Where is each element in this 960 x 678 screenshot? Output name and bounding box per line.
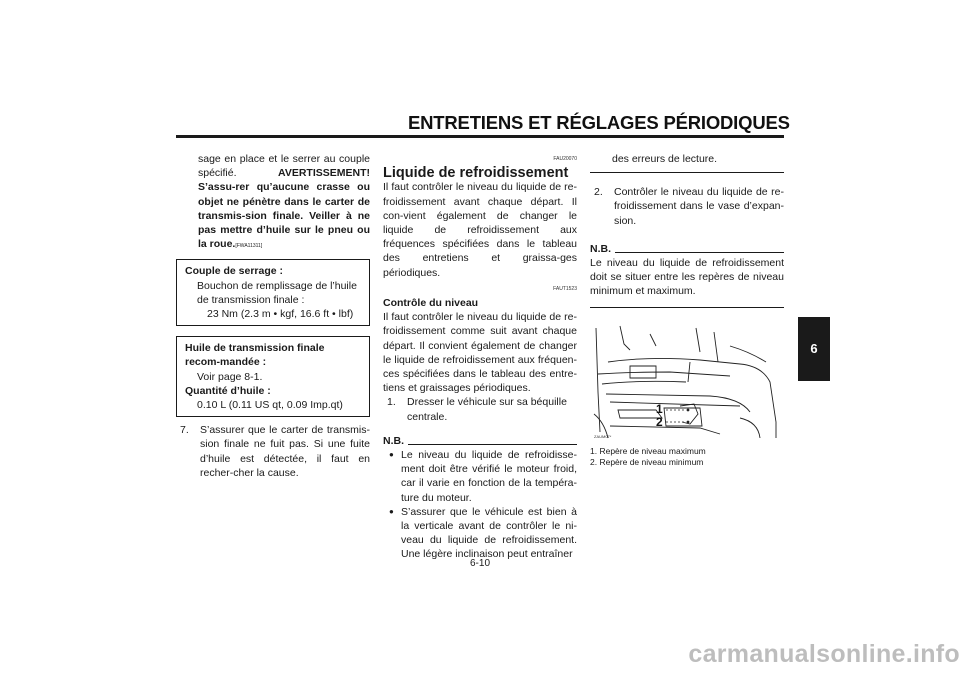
- warning-code: [FWA11311]: [235, 243, 263, 250]
- caption-2: 2. Repère de niveau minimum: [590, 456, 704, 467]
- page-title: ENTRETIENS ET RÉGLAGES PÉRIODIQUES: [408, 112, 790, 133]
- torque-title: Couple de serrage :: [185, 265, 284, 278]
- max-level-mark: [687, 409, 690, 412]
- section-rule: [590, 172, 784, 173]
- coolant-reservoir-illustration: [590, 322, 786, 442]
- continued-text: des erreurs de lecture.: [612, 153, 718, 165]
- figure-caption: [590, 446, 784, 467]
- paragraph: Il faut contrôler le niveau du liquide de re-froidissement comme suit avant chaque départ. Il convient également de changer le liquide de refroidissement aux fréquen-ces spécifiées dans le tableau des entre-tiens et graissages périodiques.: [383, 311, 577, 395]
- paragraph: Il faut contrôler le niveau du liquide de re-froidissement avant chaque départ. Il con-vient également de changer le liquide de refroidissement aux fréquences spécifiées dans le tableau des entretiens et graissa-ges périodiques.: [383, 181, 577, 279]
- column-2: [383, 152, 577, 562]
- nb-header: [590, 242, 784, 256]
- page-number: 6-10: [469, 558, 490, 569]
- bullet-item: ● Le niveau du liquide de refroidisse-ment doit être vérifié le moteur froid, car il varie en fonction de la tempéra-ture du moteur.: [389, 449, 577, 504]
- min-level-mark: [687, 421, 690, 424]
- nb-label: N.B.: [590, 242, 611, 255]
- nb-rule: [615, 252, 784, 253]
- section-tab[interactable]: 6: [798, 317, 830, 381]
- oil-quantity-value: 0.10 L (0.11 US qt, 0.09 Imp.qt): [197, 399, 343, 412]
- nb-label: N.B.: [383, 434, 404, 447]
- oil-quantity-label: Quantité d’huile :: [185, 384, 271, 397]
- step-1: 1. Dresser le véhicule sur sa béquille centrale.: [387, 396, 567, 423]
- title-rule: [176, 135, 784, 138]
- nb-text: Le niveau du liquide de refroidissement doit se situer entre les repères de niveau minimum et maximum.: [590, 257, 784, 298]
- caption-1: 1. Repère de niveau maximum: [590, 446, 706, 456]
- subheading: Contrôle du niveau: [383, 297, 479, 310]
- intro-paragraph: sage en place et le serrer au couple spécifié. AVERTISSEMENT! S’assu-rer qu’aucune crasse ou objet ne pénètre dans le carter de transmis-sion finale. Veiller à ne pas mettre d’huile sur le pneu ou la roue.[FWA11311]: [198, 153, 370, 251]
- column-3: [590, 152, 784, 308]
- figure-code: ZAUM07*: [594, 434, 612, 439]
- nb-rule: [408, 444, 577, 445]
- torque-value: 23 Nm (2.3 m • kgf, 16.6 ft • lbf): [207, 308, 354, 321]
- oil-reference: Voir page 8-1.: [197, 370, 263, 383]
- nb-header: [383, 434, 577, 448]
- oil-title: Huile de transmission finale recom-mandée :: [185, 342, 325, 369]
- bullet-icon: ●: [389, 450, 394, 460]
- section-rule: [590, 307, 784, 308]
- watermark: carmanualsonline.info: [688, 640, 960, 668]
- bullet-icon: ●: [389, 506, 394, 516]
- warning-text: AVERTISSEMENT! S’assu-rer qu’aucune crasse ou objet ne pénètre dans le carter de transmis-sion finale. Veiller à ne pas mettre d’huile sur le pneu ou la roue.: [198, 167, 370, 251]
- step-7: 7. S’assurer que le carter de transmis-sion finale ne fuit pas. Si une fuite d’huile est détectée, il faut en recher-cher la cause.: [180, 424, 370, 479]
- step-2: 2. Contrôler le niveau du liquide de re-froidissement dans le vase d’expan-sion.: [594, 186, 784, 227]
- torque-description: Bouchon de remplissage de l’huile de transmission finale :: [197, 279, 357, 306]
- ref-code: FAUT1523: [553, 285, 577, 292]
- callout-1: 1: [656, 402, 663, 416]
- callout-2: 2: [656, 415, 663, 429]
- bullet-item: ● S’assurer que le véhicule est bien à la verticale avant de contrôler le ni-veau du liquide de refroidissement. Une légère inclinaison peut entraîner: [389, 505, 577, 561]
- ref-code: FAU20070: [553, 156, 577, 162]
- column-1: [176, 152, 370, 480]
- torque-spec-box: [176, 259, 370, 326]
- section-heading: Liquide de refroidissement: [383, 165, 569, 182]
- oil-spec-box: [176, 336, 370, 417]
